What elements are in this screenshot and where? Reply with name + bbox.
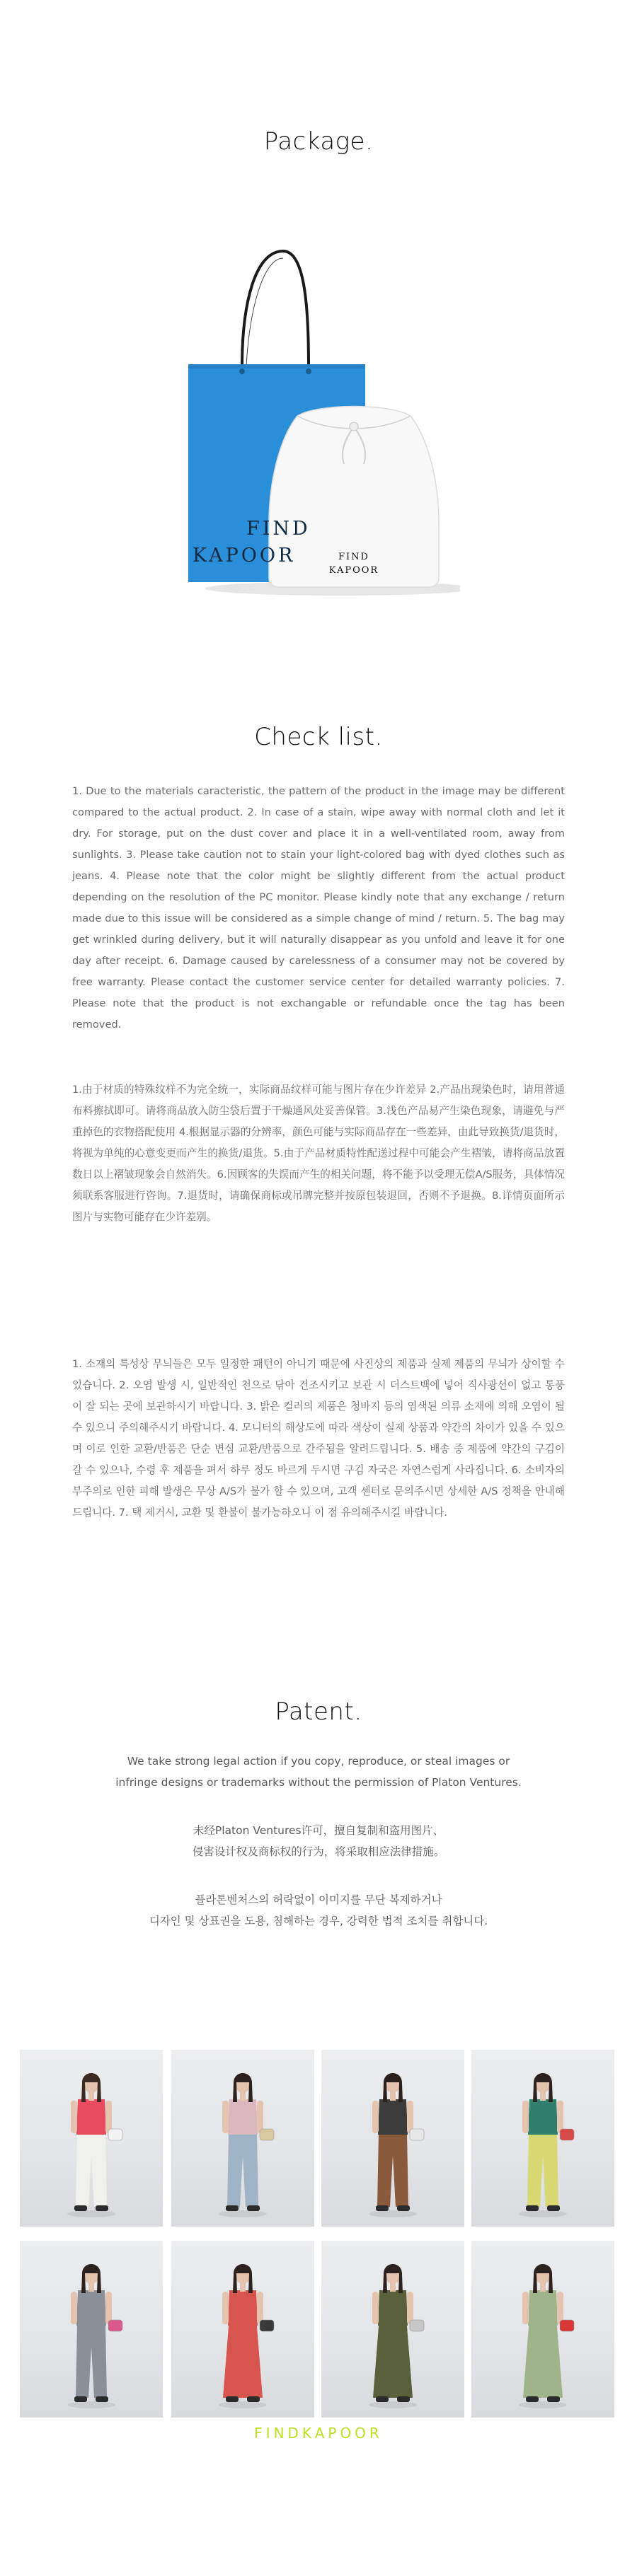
patent-zh-line1: 未经Platon Ventures许可，擅自复制和盗用图片、 <box>193 1824 444 1837</box>
checklist-korean: 1. 소재의 특성상 무늬들은 모두 일정한 패턴이 아니기 때문에 사진상의 제품과 실제 제품의 무늬가 상이할 수 있습니다. 2. 오염 발생 시, 일반적인 천으로 닦아 건조시키고 보관 시 더스트백에 넣어 직사광선이 없고 통풍이 잘 되는 곳에 보관하시기 바랍니다. 3. 밝은 컬러의 제품은 청바지 등의 염색된 의류 소재에 의해 오염이 될 수 있으니 주의해주시기 바랍니다. 4. 모니터의 해상도에 따라 색상이 실제 상품과 약간의 차이가 있을 수 있으며 이로 인한 교환/반품은 단순 변심 교환/반품으로 간주됨을 알려드립니다. 5. 배송 중 제품에 약간의 구김이 갈 수 있으나, 수령 후 제품을 펴서 하루 정도 바르게 두시면 구김 자국은 자연스럽게 사라집니다. 6. 소비자의 부주의로 인한 피해 발생은 무상 A/S가 불가 할 수 있으며, 고객 센터로 문의주시면 상세한 A/S 정책을 안내해드립니다. 7. 택 제거시, 교환 및 환불이 불가능하오니 이 점 유의해주시길 바랍니다. <box>72 1358 565 1519</box>
lookbook-photo <box>471 2241 614 2418</box>
pouch-brand-line1: FIND <box>338 552 369 562</box>
patent-en-line1: We take strong legal action if you copy, reproduce, or steal images or <box>127 1755 510 1768</box>
package-illustration <box>177 226 460 622</box>
patent-ko-line1: 플라톤벤처스의 허락없이 이미지를 무단 복제하거나 <box>195 1893 442 1906</box>
model-figure <box>471 2241 614 2418</box>
pouch-brand-line2: KAPOOR <box>328 565 379 576</box>
lookbook-photo <box>171 2050 314 2227</box>
checklist-title: Check list. <box>254 723 383 751</box>
patent-ko-line2: 디자인 및 상표권을 도용, 침해하는 경우, 강력한 법적 조치를 취합니다. <box>149 1915 488 1927</box>
model-figure <box>471 2050 614 2227</box>
model-figure <box>321 2050 464 2227</box>
model-figure <box>20 2241 163 2418</box>
bag-brand-line1: FIND <box>246 518 311 540</box>
lookbook-photo <box>20 2241 163 2418</box>
lookbook-photo <box>171 2241 314 2418</box>
lookbook-photo <box>20 2050 163 2227</box>
model-figure <box>171 2050 314 2227</box>
lookbook-photo <box>471 2050 614 2227</box>
model-figure <box>20 2050 163 2227</box>
patent-zh-line2: 侵害设计权及商标权的行为，将采取相应法律措施。 <box>192 1845 445 1858</box>
checklist-english: 1. Due to the materials caracteristic, the pattern of the product in the image may be different compared to the actual product. 2. In case of a stain, wipe away with normal cloth and let it dry. For storage, put on the dust cover and place it in a well-ventilated room, away from sunlights. 3. Please take caution not to stain your light-colored bag with dyed clothes such as jeans. 4. Please note that the color might be slightly different from the actual product depending on the resolution of the PC monitor. Please kindly note that any exchange / return made due to this issue will be considered as a simple change of mind / return. 5. The bag may get wrinkled during delivery, but it will naturally disappear as you unfold and leave it for one day after receipt. 6. Damage caused by carelessness of a consumer may not be covered by free warranty. Please contact the customer service center for detailed warranty policies. 7. Please note that the product is not exchangable or refundable once the tag has been removed. <box>72 785 565 1031</box>
model-figure <box>321 2241 464 2418</box>
package-title: Package. <box>263 127 374 156</box>
brand-logo: FINDKAPOOR <box>254 2425 383 2442</box>
checklist-chinese: 1.由于材质的特殊纹样不为完全统一，实际商品纹样可能与图片存在少许差异 2.产品出现染色时，请用普通布料擦拭即可。请将商品放入防尘袋后置于干燥通风处妥善保管。3.浅色产品易产生染色现象，请避免与严重掉色的衣物搭配使用 4.根据显示器的分辨率，颜色可能与实际商品存在一些差异，由此导致换货/退货时，将视为单纯的心意变更而产生的换货/退货。5.由于产品材质特性配送过程中可能会产生褶皱，请将商品放置数日以上褶皱现象会自然消失。6.因顾客的失误而产生的相关问题，将不能予以受理无偿A/S服务，具体情况须联系客服进行咨询。7.退货时，请确保商标或吊牌完整并按原包装退回，否则不予退换。8.详情页面所示图片与实物可能存在少许差别。 <box>72 1084 565 1223</box>
lookbook-photo <box>321 2241 464 2418</box>
bag-brand-line2: KAPOOR <box>193 545 296 567</box>
patent-title: Patent. <box>275 1698 362 1726</box>
patent-en-line2: infringe designs or trademarks without the permission of Platon Ventures. <box>115 1776 522 1789</box>
lookbook-photo <box>321 2050 464 2227</box>
model-figure <box>171 2241 314 2418</box>
